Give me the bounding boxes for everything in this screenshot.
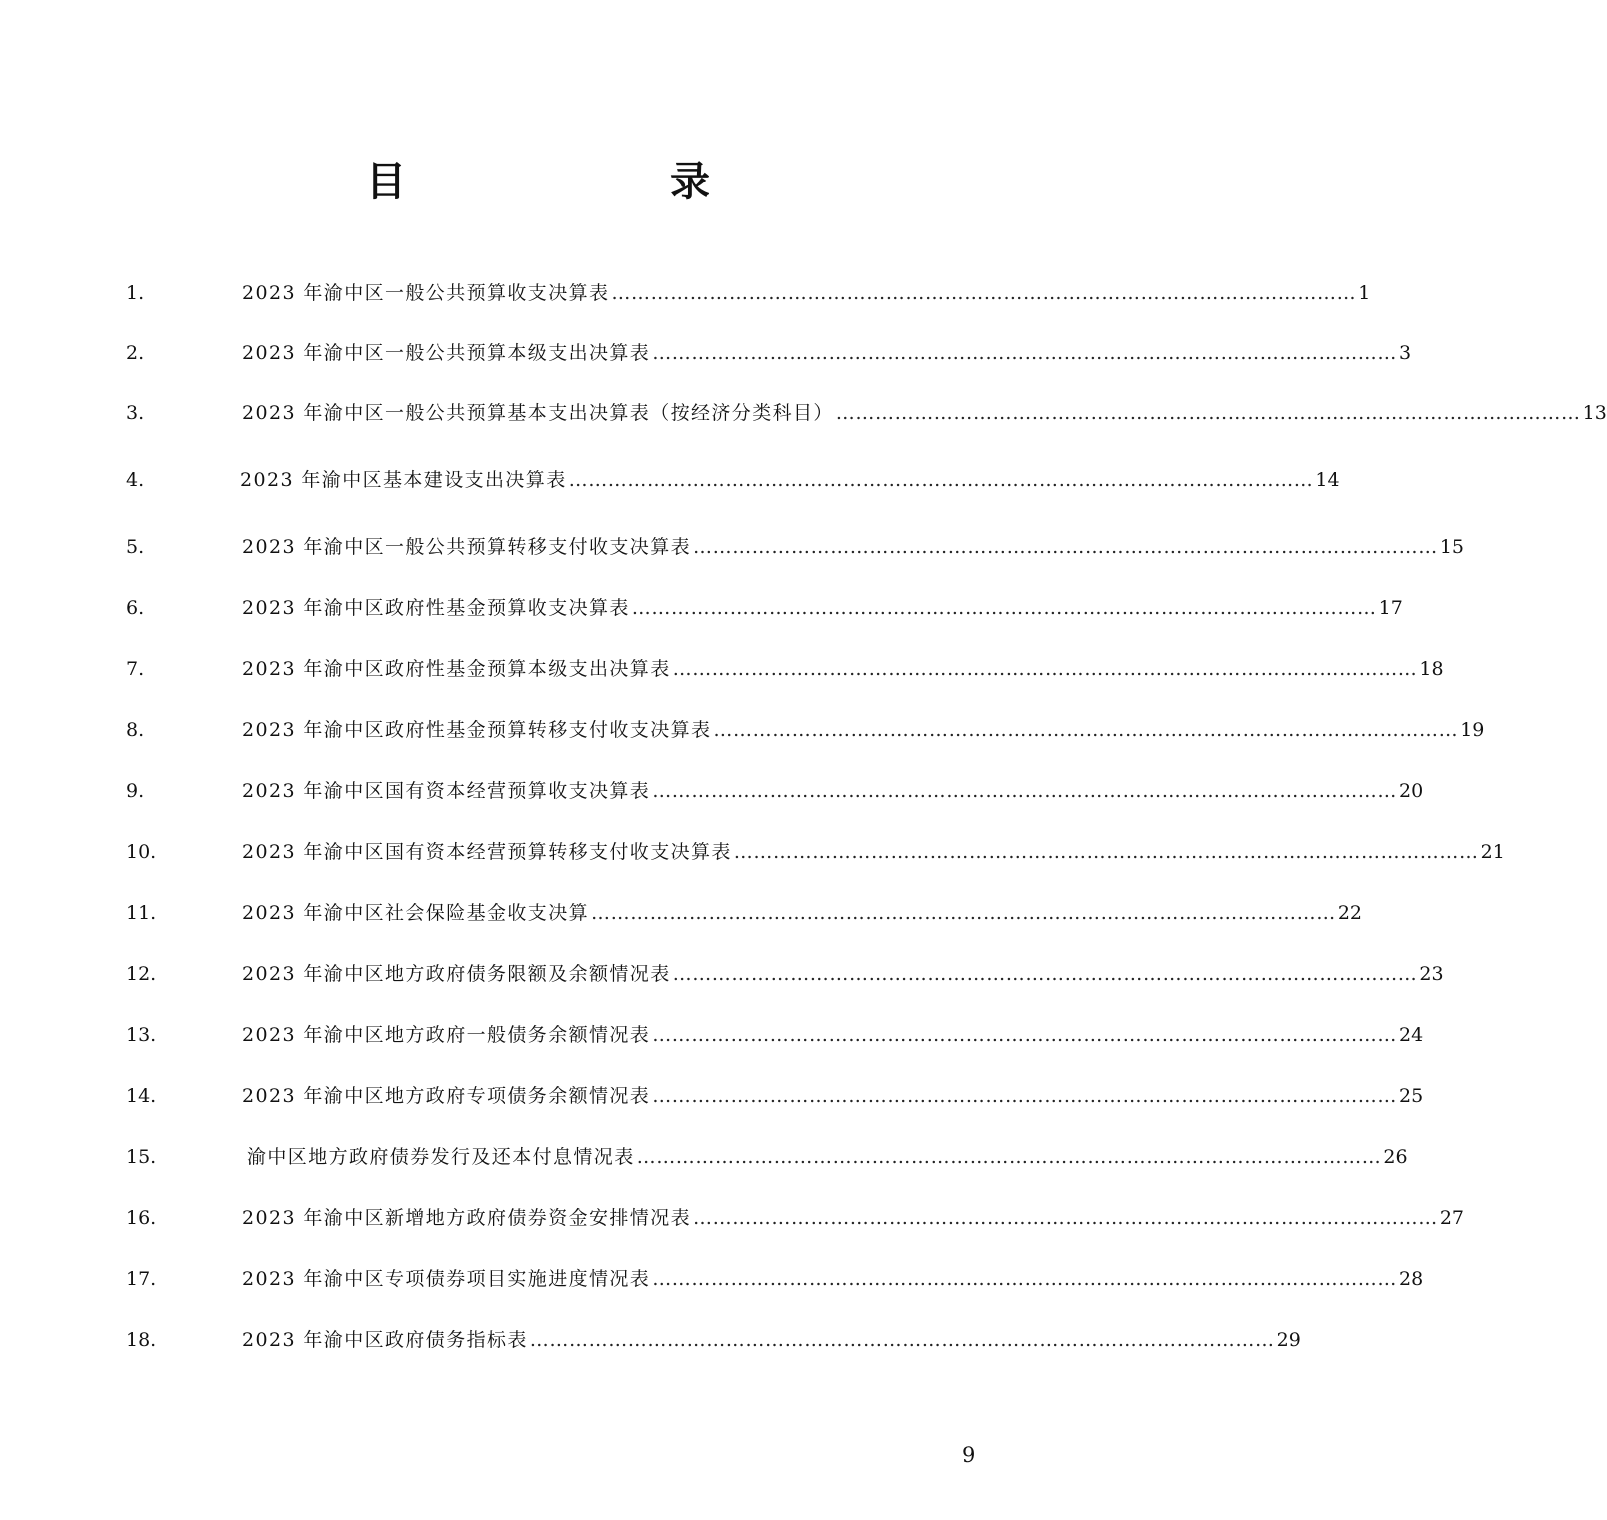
toc-dot-leader: ……………………………………………………………………………………………………: [733, 841, 1479, 863]
toc-entry-title: 2023 年渝中区一般公共预算本级支出决算表: [242, 342, 651, 364]
toc-entry-number: 5.: [126, 536, 145, 558]
toc-dot-leader: ……………………………………………………………………………………………………: [652, 780, 1398, 802]
toc-entry-page: 22: [1337, 902, 1362, 924]
toc-entry[interactable]: [0, 532, 1464, 562]
toc-entry-number: 9.: [126, 780, 145, 802]
toc-dot-leader: ……………………………………………………………………………………………………: [835, 402, 1581, 424]
toc-dot-leader: ……………………………………………………………………………………………………: [652, 1024, 1398, 1046]
toc-entry-page: 18: [1419, 658, 1444, 680]
toc-dot-leader: ……………………………………………………………………………………………………: [672, 658, 1418, 680]
toc-title-char-1: 目: [366, 158, 406, 205]
toc-entry-page: 21: [1480, 841, 1505, 863]
toc-entry-title: 2023 年渝中区政府性基金预算转移支付收支决算表: [242, 719, 712, 741]
toc-entry-page: 17: [1378, 597, 1403, 619]
toc-entry[interactable]: [0, 1264, 1424, 1294]
toc-entry-title: 2023 年渝中区基本建设支出决算表: [240, 469, 567, 491]
toc-dot-leader: ……………………………………………………………………………………………………: [568, 469, 1314, 491]
toc-dot-leader: ……………………………………………………………………………………………………: [591, 902, 1336, 924]
toc-entry-number: 10.: [126, 841, 157, 863]
toc-entry-number: 4.: [126, 469, 145, 491]
toc-entry-title: 2023 年渝中区政府性基金预算收支决算表: [242, 597, 630, 619]
toc-entry[interactable]: [0, 465, 1340, 495]
toc-entry-page: 20: [1399, 780, 1424, 802]
toc-dot-leader: ……………………………………………………………………………………………………: [636, 1146, 1382, 1168]
toc-entry-page: 19: [1460, 719, 1485, 741]
toc-dot-leader: ……………………………………………………………………………………………………: [652, 342, 1398, 364]
toc-entry[interactable]: [0, 837, 1505, 867]
toc-entry[interactable]: [0, 1142, 1408, 1172]
toc-entry-number: 17.: [126, 1268, 157, 1290]
toc-dot-leader: ……………………………………………………………………………………………………: [611, 282, 1357, 304]
toc-entry-number: 13.: [126, 1024, 157, 1046]
toc-entry-page: 3: [1399, 342, 1412, 364]
toc-title-char-2: 录: [670, 158, 710, 205]
page-number: 9: [962, 1443, 976, 1467]
toc-entry-page: 1: [1358, 282, 1371, 304]
toc-entry-page: 14: [1315, 469, 1340, 491]
toc-entry-number: 12.: [126, 963, 157, 985]
toc-dot-leader: ……………………………………………………………………………………………………: [713, 719, 1459, 741]
toc-entry-title: 2023 年渝中区新增地方政府债券资金安排情况表: [242, 1207, 691, 1229]
toc-entry-title: 2023 年渝中区政府性基金预算本级支出决算表: [242, 658, 671, 680]
toc-entry-title: 2023 年渝中区一般公共预算基本支出决算表（按经济分类科目）: [242, 402, 834, 424]
toc-entry-page: 24: [1399, 1024, 1424, 1046]
toc-entry-title: 2023 年渝中区社会保险基金收支决算: [242, 902, 589, 924]
toc-entry-number: 7.: [126, 658, 145, 680]
toc-entry[interactable]: [0, 1325, 1301, 1355]
toc-entry-title: 2023 年渝中区国有资本经营预算收支决算表: [242, 780, 651, 802]
toc-dot-leader: ……………………………………………………………………………………………………: [693, 536, 1438, 558]
toc-dot-leader: ……………………………………………………………………………………………………: [529, 1329, 1275, 1351]
toc-entry-number: 18.: [126, 1329, 157, 1351]
toc-entry-page: 27: [1439, 1207, 1464, 1229]
toc-entry[interactable]: [0, 1081, 1424, 1111]
toc-entry-page: 26: [1383, 1146, 1408, 1168]
toc-dot-leader: ……………………………………………………………………………………………………: [693, 1207, 1438, 1229]
toc-dot-leader: ……………………………………………………………………………………………………: [652, 1085, 1398, 1107]
toc-entry-page: 15: [1439, 536, 1464, 558]
toc-entry-title: 渝中区地方政府债券发行及还本付息情况表: [247, 1146, 635, 1168]
toc-entry[interactable]: [0, 959, 1444, 989]
toc-entry-number: 3.: [126, 402, 145, 424]
toc-entry-number: 15.: [126, 1146, 157, 1168]
toc-entry-page: 13: [1582, 402, 1607, 424]
toc-entry-page: 29: [1276, 1329, 1301, 1351]
toc-dot-leader: ……………………………………………………………………………………………………: [672, 963, 1418, 985]
toc-entry-title: 2023 年渝中区地方政府一般债务余额情况表: [242, 1024, 651, 1046]
toc-entry-title: 2023 年渝中区一般公共预算收支决算表: [242, 282, 610, 304]
toc-dot-leader: ……………………………………………………………………………………………………: [631, 597, 1377, 619]
toc-entry[interactable]: [0, 1020, 1424, 1050]
toc-entry[interactable]: [0, 338, 1412, 368]
toc-entry-page: 23: [1419, 963, 1444, 985]
toc-entry-number: 14.: [126, 1085, 157, 1107]
toc-entry[interactable]: [0, 898, 1362, 928]
toc-entry-number: 6.: [126, 597, 145, 619]
toc-entry-page: 25: [1399, 1085, 1424, 1107]
toc-entry-number: 1.: [126, 282, 145, 304]
toc-entry[interactable]: [0, 776, 1424, 806]
toc-entry-number: 2.: [126, 342, 145, 364]
toc-entry-title: 2023 年渝中区专项债券项目实施进度情况表: [242, 1268, 651, 1290]
toc-dot-leader: ……………………………………………………………………………………………………: [652, 1268, 1398, 1290]
toc-entry[interactable]: [0, 654, 1444, 684]
toc-entry-title: 2023 年渝中区地方政府专项债务余额情况表: [242, 1085, 651, 1107]
toc-entry[interactable]: [0, 1203, 1464, 1233]
toc-entry-number: 16.: [126, 1207, 157, 1229]
toc-entry-title: 2023 年渝中区地方政府债务限额及余额情况表: [242, 963, 671, 985]
toc-entry[interactable]: [0, 278, 1371, 308]
toc-entry-page: 28: [1399, 1268, 1424, 1290]
toc-entry-title: 2023 年渝中区一般公共预算转移支付收支决算表: [242, 536, 691, 558]
toc-entry[interactable]: [0, 398, 1607, 428]
toc-entry-number: 11.: [126, 902, 157, 924]
toc-entry-title: 2023 年渝中区国有资本经营预算转移支付收支决算表: [242, 841, 732, 863]
toc-entry[interactable]: [0, 715, 1485, 745]
toc-entry-title: 2023 年渝中区政府债务指标表: [242, 1329, 528, 1351]
toc-entry[interactable]: [0, 593, 1403, 623]
toc-entry-number: 8.: [126, 719, 145, 741]
